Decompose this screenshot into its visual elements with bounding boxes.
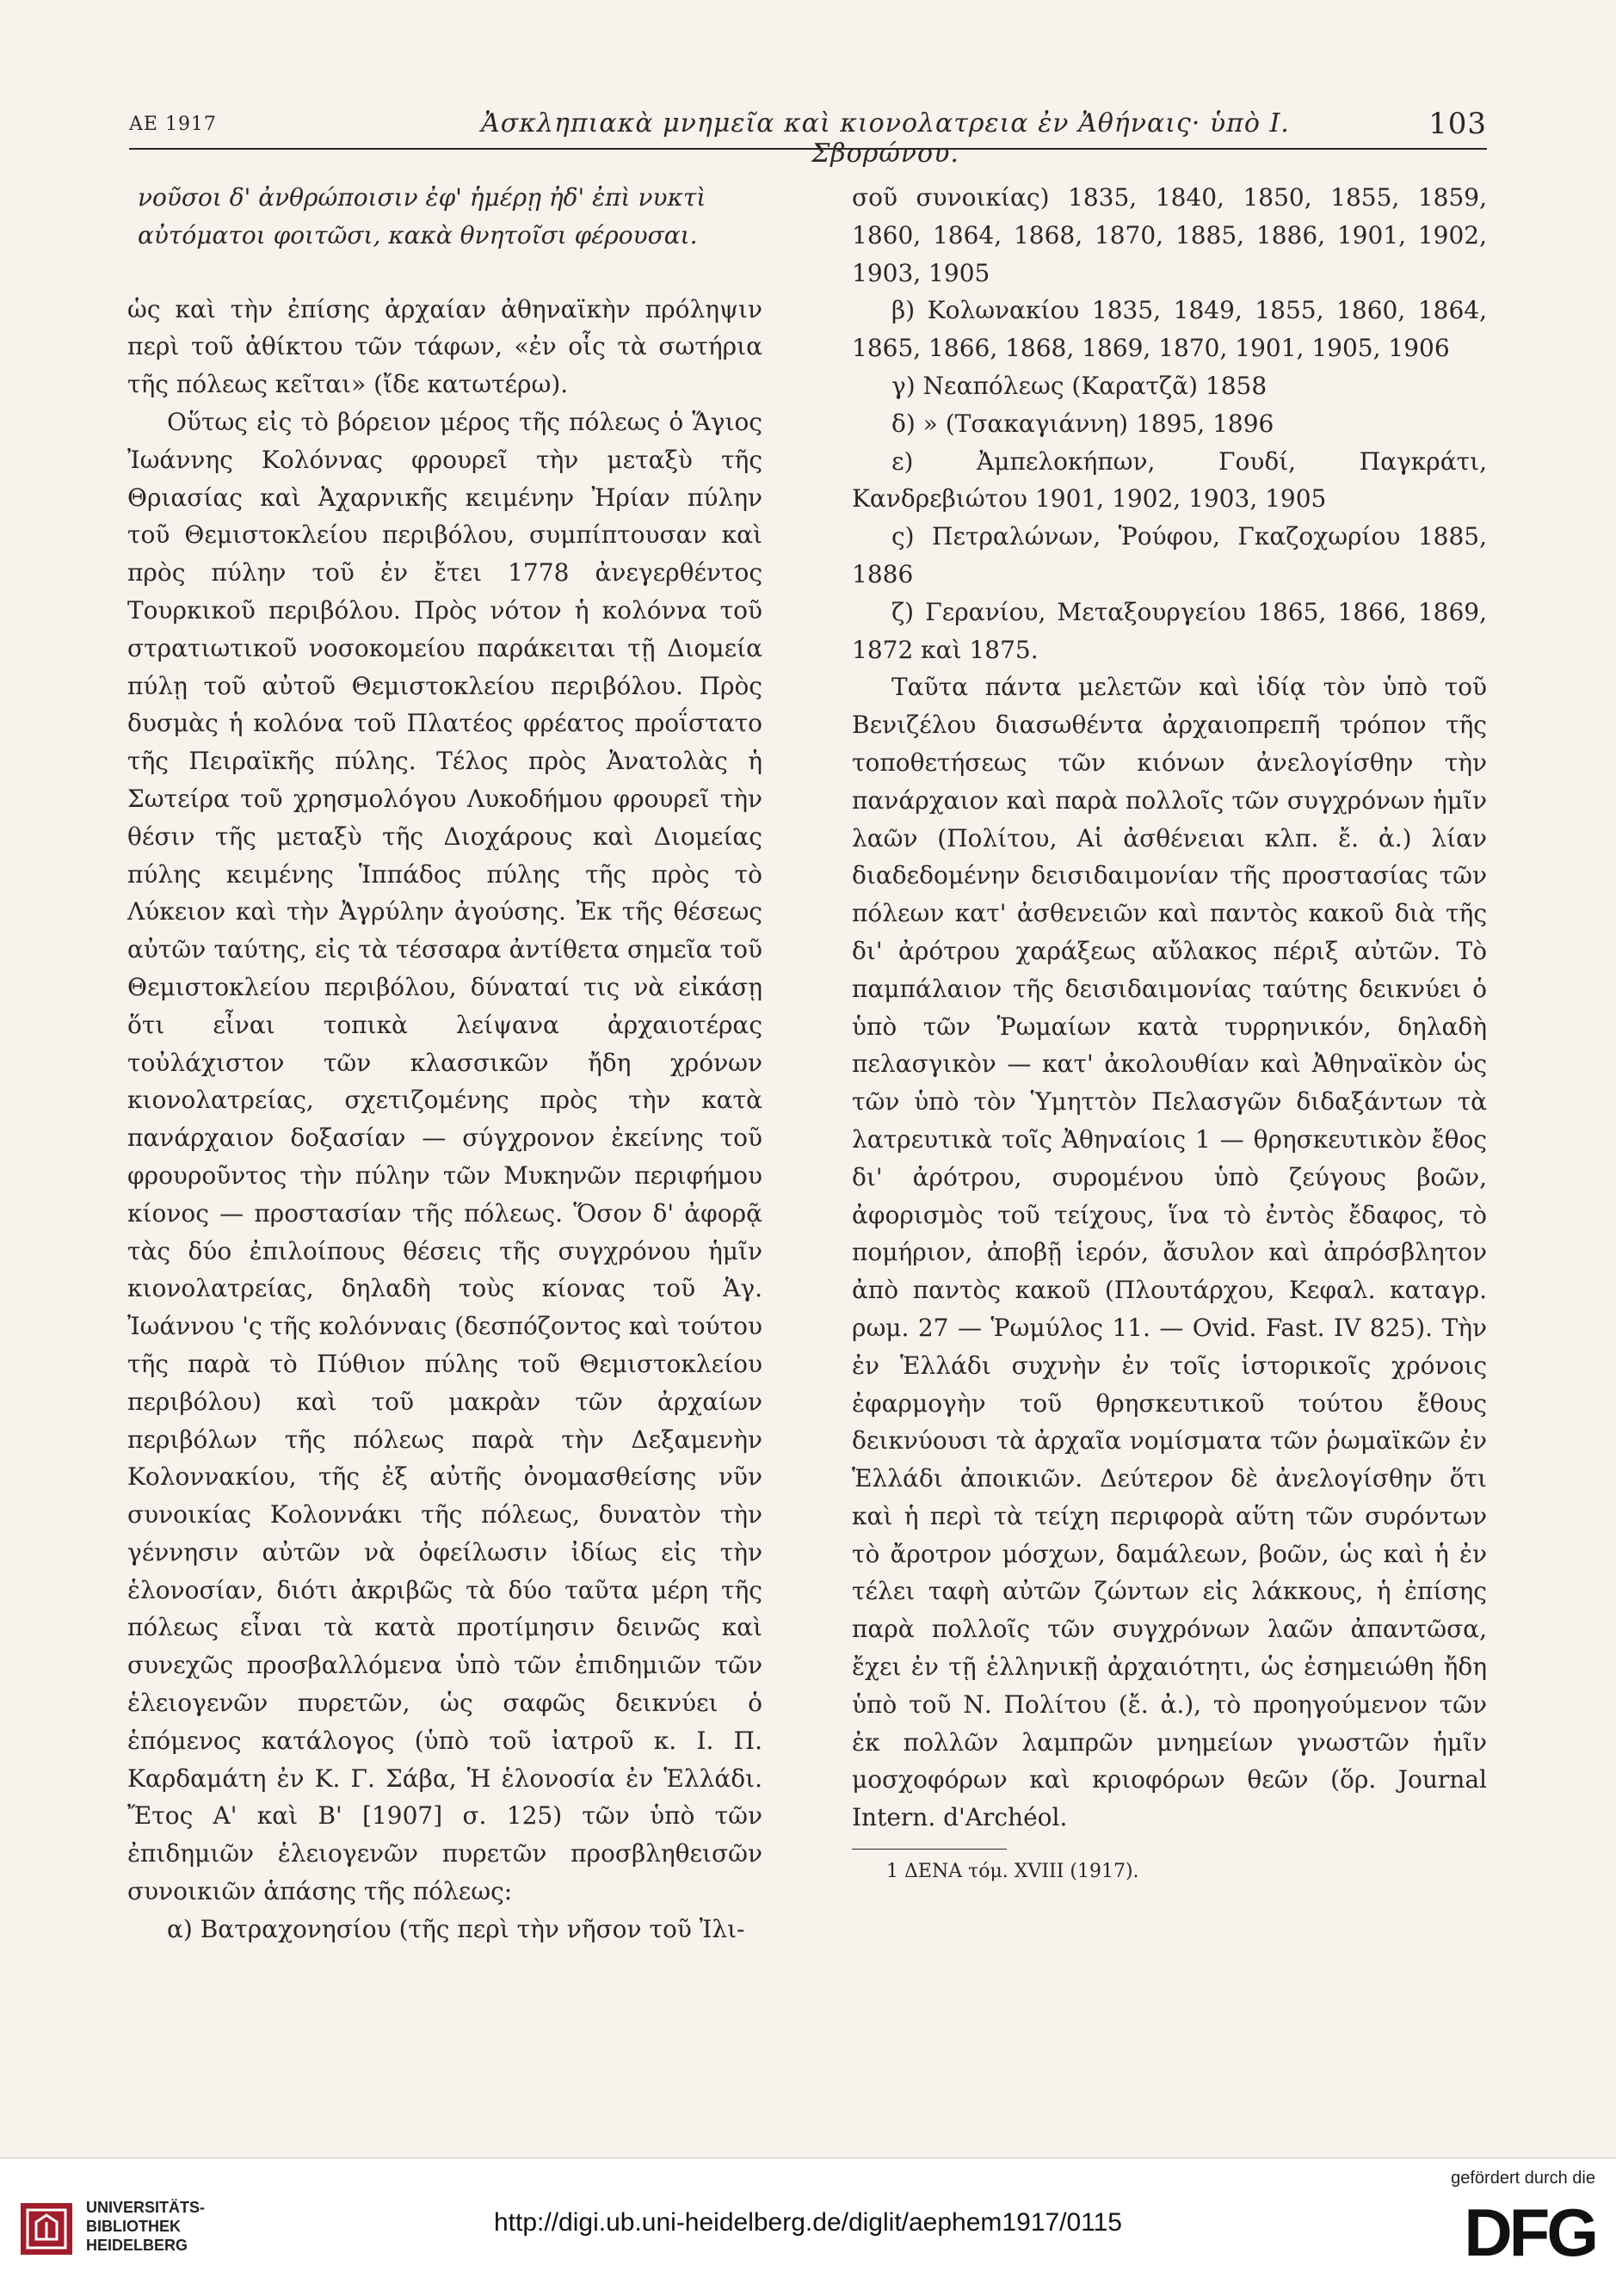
- list-item: γ) Νεαπόλεως (Καρατζᾶ) 1858: [891, 371, 1268, 400]
- list-item: σοῦ συνοικίας) 1835, 1840, 1850, 1855, 1859, 1860, 1864, 1868, 1870, 1885, 1886, 1901, 1902, 1903, 1905: [852, 183, 1487, 287]
- library-name-line: BIBLIOTHEK: [86, 2218, 181, 2235]
- right-column: [852, 179, 1487, 1886]
- library-name-line: UNIVERSITÄTS-: [86, 2199, 206, 2216]
- paragraph: ὡς καὶ τὴν ἐπίσης ἀρχαίαν ἀθηναϊκὴν πρόληψιν περὶ τοῦ ἀθίκτου τῶν τάφων, «ἐν οἷς τὰ σωτήρια τῆς πόλεως κεῖται» (ἴδε κατωτέρω).: [127, 294, 762, 399]
- running-title: Ἀσκληπιακὰ μνημεῖα καὶ κιονολατρεια ἐν Ἀθήναις· ὑπὸ Ι. Σβορώνου.: [481, 108, 1290, 169]
- library-name-line: HEIDELBERG: [86, 2237, 188, 2254]
- running-header: [129, 102, 1487, 169]
- list-item: ε) Ἀμπελοκήπων, Γουδί, Παγκράτι, Κανδρεβιώτου 1901, 1902, 1903, 1905: [852, 446, 1487, 514]
- list-item: ς) Πετραλώνων, Ῥούφου, Γκαζοχωρίου 1885, 1886: [852, 522, 1487, 588]
- list-item: δ) » (Τσακαγιάννη) 1895, 1896: [891, 409, 1274, 438]
- spacer: [127, 255, 762, 291]
- header-rule: [129, 148, 1487, 150]
- funder-block[interactable]: [1415, 2169, 1595, 2271]
- paragraph: Οὕτως εἰς τὸ βόρειον μέρος τῆς πόλεως ὁ Ἅγιος Ἰωάννης Κολόννας φρουρεῖ τὴν μεταξὺ τῆς Θριασίας καὶ Ἀχαρνικῆς κειμένην Ἠρίαν πύλην τοῦ Θεμιστοκλείου περιβόλου, συμπίπτουσαν καὶ πρὸς πύλην τοῦ ἐν ἔτει 1778 ἀνεγερθέντος Τουρκικοῦ περιβόλου. Πρὸς νότον ἡ κολόννα τοῦ στρατιωτικοῦ νοσοκομείου παράκειται τῇ Διομεία πύλῃ τοῦ αὐτοῦ Θεμιστοκλείου περιβόλου. Πρὸς δυσμὰς ἡ κολόνα τοῦ Πλατέος φρέατος προΐστατο τῆς Πειραϊκῆς πύλης. Τέλος πρὸς Ἀνατολὰς ἡ Σωτείρα τοῦ χρησμολόγου Λυκοδήμου φρουρεῖ τὴν θέσιν τῆς μεταξὺ τῆς Διοχάρους καὶ Διομείας πύλης κειμένης Ἱππάδος πύλης τῆς πρὸς τὸ Λύκειον καὶ τὴν Ἀγρύλην ἀγούσης. Ἐκ τῆς θέσεως αὐτῶν ταύτης, εἰς τὰ τέσσαρα ἀντίθετα σημεῖα τοῦ Θεμιστοκλείου περιβόλου, δύναταί τις νὰ εἰκάσῃ ὅτι εἶναι τοπικὰ λείψανα ἀρχαιοτέρας τοὐλάχιστον τῶν κλασσικῶν ἤδη χρόνων κιονολατρείας, σχετιζομένης πρὸς τὴν κατὰ πανάρχαιον δοξασίαν — σύγχρονον ἐκείνης τοῦ φρουροῦντος τὴν πύλην τῶν Μυκηνῶν περιφήμου κίονος — προστασίαν τῆς πόλεως. Ὅσον δ' ἀφορᾷ τὰς δύο ἐπιλοίπους θέσεις τῆς συγχρόνου ἡμῖν κιονολατρείας, δηλαδὴ τοὺς κίονας τοῦ Ἁγ. Ἰωάννου 'ς τῆς κολόνναις (δεσπόζοντος καὶ τούτου τῆς παρὰ τὸ Πύθιον πύλης τοῦ Θεμιστοκλείου περιβόλου) καὶ τοῦ μακρὰν τῶν ἀρχαίων περιβόλων τῆς πόλεως παρὰ τὴν Δεξαμενὴν Κολοννακίου, τῆς ἐξ αὐτῆς ὀνομασθείσης νῦν συνοικίας Κολοννάκι τῆς πόλεως, δυνατὸν τὴν γέννησιν αὐτῶν νὰ ὀφείλωσιν ἰδίως εἰς τὴν ἑλονοσίαν, διότι ἀκριβῶς τὰ δύο ταῦτα μέρη τῆς πόλεως εἶναι τὰ κατὰ προτίμησιν δεινῶς καὶ συνεχῶς προσβαλλόμενα ὑπὸ τῶν ἐπιδημιῶν τῶν ἑλειογενῶν πυρετῶν, ὡς σαφῶς δεικνύει ὁ ἑπόμενος κατάλογος (ὑπὸ τοῦ ἰατροῦ κ. Ι. Π. Καρδαμάτη ἐν Κ. Γ. Σάβα, Ἡ ἑλονοσία ἐν Ἑλλάδι. Ἔτος Α' καὶ Β' [1907] σ. 125) τῶν ὑπὸ τῶν ἐπιδημιῶν ἑλειογενῶν πυρετῶν προσβληθεισῶν συνοικιῶν ἁπάσης τῆς πόλεως:: [127, 407, 762, 1906]
- footnote-rule: [852, 1849, 1007, 1850]
- journal-label: ΑΕ 1917: [129, 114, 217, 135]
- paragraph: Ταῦτα πάντα μελετῶν καὶ ἰδίᾳ τὸν ὑπὸ τοῦ Βενιζέλου διασωθέντα ἀρχαιοπρεπῆ τρόπον τῆς τοποθετήσεως τῶν κιόνων ἀνελογίσθην τὴν πανάρχαιον καὶ παρὰ πολλοῖς τῶν συγχρόνων ἡμῖν λαῶν (Πολίτου, Αἱ ἀσθένειαι κλπ. ἔ. ἀ.) λίαν διαδεδομένην δεισιδαιμονίαν τῆς προστασίας τῶν πόλεων κατ' ἀσθενειῶν καὶ παντὸς κακοῦ διὰ τῆς δι' ἀρότρου χαράξεως αὔλακος πέριξ αὐτῶν. Τὸ παμπάλαιον τῆς δεισιδαιμονίας ταύτης δεικνύει ὁ ὑπὸ τῶν Ῥωμαίων κατὰ τυρρηνικόν, δηλαδὴ πελασγικὸν — κατ' ἀκολουθίαν καὶ Ἀθηναϊκὸν ὡς τῶν ὑπὸ τὸν Ὑμηττὸν Πελασγῶν διδαξάντων τὰ λατρευτικὰ τοῖς Ἀθηναίοις 1 — θρησκευτικὸν ἔθος δι' ἀρότρου, συρομένου ὑπὸ ζεύγους βοῶν, ἀφορισμὸς τοῦ τείχους, ἵνα τὸ ἐντὸς ἔδαφος, τὸ πομήριον, ἀποβῇ ἱερόν, ἄσυλον καὶ ἀπρόσβλητον ἀπὸ παντὸς κακοῦ (Πλουτάρχου, Κεφαλ. καταγρ. ρωμ. 27 — Ῥωμύλος 11. — Ovid. Fast. IV 825). Τὴν ἐν Ἑλλάδι συχνὴν ἐν τοῖς ἱστορικοῖς χρόνοις ἐφαρμογὴν τοῦ θρησκευτικοῦ τούτου ἔθους δεικνύουσι τὰ ἀρχαῖα νομίσματα τῶν ῥωμαϊκῶν ἐν Ἑλλάδι ἀποικιῶν. Δεύτερον δὲ ἀνελογίσθην ὅτι καὶ ἡ περὶ τὰ τείχη περιφορὰ αὕτη τῶν συρόντων τὸ ἄροτρον μόσχων, δαμάλεων, βοῶν, ὡς καὶ ἡ ἐν τέλει ταφὴ αὐτῶν ζώντων εἰς λάκκους, ἡ ἐπίσης παρὰ πολλοῖς τῶν συγχρόνων λαῶν ἀπαντῶσα, ἔχει ἐν τῇ ἑλληνικῇ ἀρχαιότητι, ὡς ἐσημειώθη ἤδη ὑπὸ τοῦ Ν. Πολίτου (ἔ. ἀ.), τὸ προηγούμενον τῶν ἐκ πολλῶν λαμπρῶν μνημείων γνωστῶν ἡμῖν μοσχοφόρων καὶ κριοφόρων θεῶν (ὅρ. Journal Intern. d'Archéol.: [852, 673, 1487, 1832]
- page-number: 103: [1428, 107, 1487, 141]
- permalink-url[interactable]: http://digi.ub.uni-heidelberg.de/diglit/aephem1917/0115: [494, 2208, 1122, 2237]
- list-item: ζ) Γερανίου, Μεταξουργείου 1865, 1866, 1869, 1872 καὶ 1875.: [852, 597, 1487, 664]
- list-item: α) Βατραχονησίου (τῆς περὶ τὴν νῆσον τοῦ Ἰλι-: [167, 1914, 745, 1943]
- footer-bar: [0, 2158, 1616, 2296]
- footnote: 1 ΔΕΝΑ τόμ. XVIII (1917).: [886, 1861, 1139, 1883]
- verse-quote-line-1: νοῦσοι δ' ἀνθρώποισιν ἐφ' ἡμέρῃ ἠδ' ἐπὶ νυκτὶ: [138, 183, 706, 212]
- dfg-logo-icon: DFG: [1464, 2194, 1595, 2270]
- verse-quote-line-2: αὐτόματοι φοιτῶσι, κακὰ θνητοῖσι φέρουσαι.: [138, 220, 698, 249]
- funding-caption: gefördert durch die: [1451, 2169, 1595, 2188]
- left-column: [127, 179, 762, 1948]
- list-item: β) Κολωνακίου 1835, 1849, 1855, 1860, 1864, 1865, 1866, 1868, 1869, 1870, 1901, 1905, 1906: [852, 296, 1487, 363]
